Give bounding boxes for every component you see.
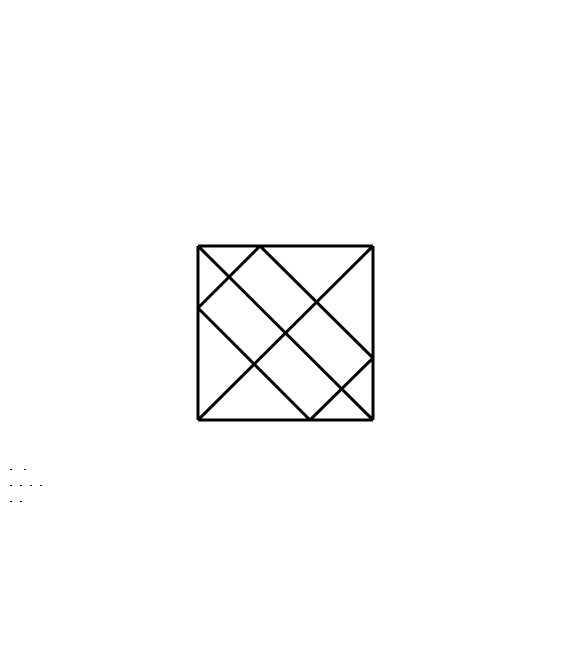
area-line [2,490,577,506]
he-ef-line [2,458,577,474]
proof-paragraph [2,458,577,505]
square-rectangle-diagram [180,228,400,443]
perimeter-line [2,474,577,490]
